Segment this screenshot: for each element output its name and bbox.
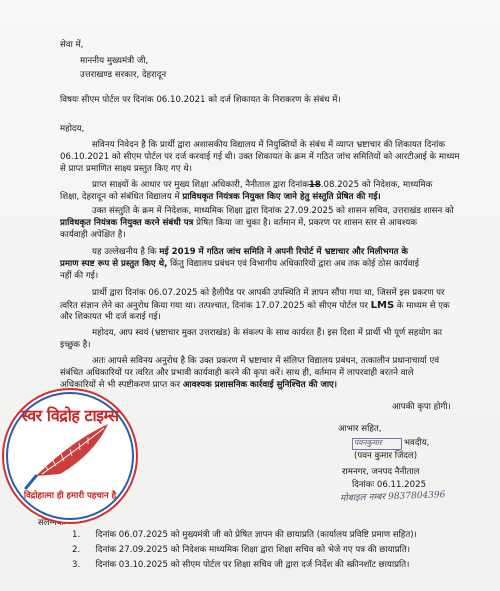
para5-line2-start: त्वरित संज्ञान लेने का अनुरोध किया गया था। तत्पश्चात, दिनांक 17.07.2025 को सीएम पोर्टल पर (60, 301, 368, 311)
logo-tagline: विद्रोहात्मा ही हमारी पहचान है (23, 491, 117, 501)
para7-line3-start: अधिकारियों से भी स्पष्टीकरण प्राप्त कर (60, 380, 181, 390)
para5-line2 (60, 300, 450, 312)
para4-line2 (60, 259, 419, 270)
para7-line1: अतः आपसे सविनय अनुरोध है कि उक्त प्रकरण में भ्रष्टाचार में संलिप्त विद्यालय प्रबंधन, तत्कालीन प्रधानाचार्या एवं (92, 356, 440, 366)
para7-line2: संबंधित अधिकारियों पर त्वरित और प्रभावी कार्यवाही करने की कृपा करें। साथ ही, वर्तमान में लापरवाही बरतने वाले (60, 368, 414, 378)
para3-line2-bold: प्राविधकृत नियंत्रक नियुक्त करने संबंधी पत्र (60, 218, 194, 228)
para4-line1-start: यह उल्लेखनीय है कि (92, 247, 157, 257)
para6-line1: महोदय, आप स्वयं (भ्रष्टाचार मुक्त उत्तराखंड) के संकल्प के साथ कार्यरत हैं। इस दिशा में प्रार्थी भी पूर्ण सहयोग का (92, 328, 442, 338)
para1-line2: 06.10.2021 को सीएम पोर्टल पर दर्ज करवाई गई थी। उक्त शिकायत के क्रम में गठित जांच समितियों को आरटीआई के माध्यम (60, 152, 460, 162)
para3-line2-rest: प्रेषित किया जा चुका है। वर्तमान में, प्रकरण पर शासन स्तर से आवश्यक (196, 218, 417, 228)
letter-subject: विषयः सीएम पोर्टल पर दिनांक 06.10.2021 को दर्ज शिकायत के निराकरण के संबंध में। (60, 95, 341, 105)
address-government: उत्तराखण्ड सरकार, देहरादून (80, 70, 167, 80)
swar-vidroh-times-logo (6, 392, 134, 520)
para7-line3-bold: आवश्यक प्रशासनिक कार्रवाई सुनिश्चित की जाए। (182, 380, 338, 390)
salutation: महोदय, (60, 124, 85, 134)
sender-name: (पवन कुमार जिंदल) (354, 451, 418, 461)
para4-line3: नहीं की गई। (60, 271, 99, 281)
para4-line2-rest: किंतु विद्यालय प्रबंधन एवं विभागीय अधिकारियों द्वारा अब तक कोई ठोस कार्यवाई (170, 259, 419, 269)
para5-lms: LMS (370, 300, 395, 311)
para1-line1: सविनय निवेदन है कि प्रार्थी द्वारा अशासकीय विद्यालय में नियुक्तियों के संबंध में व्याप्त भ्रष्टाचार की शिकायत दिनांक (92, 140, 445, 150)
para4-line1 (92, 247, 408, 258)
para6-line2: इच्छुक है। (60, 340, 91, 350)
address-recipient: माननीय मुख्यमंत्री जी, (80, 56, 149, 66)
para2-line1 (92, 180, 432, 191)
para5-line3: और शिकायत भी दर्ज कराई गई। (60, 312, 161, 322)
para3-line3: कार्यवाही अपेक्षित है। (60, 230, 126, 240)
enclosure-num: 3. (72, 560, 81, 570)
para3-line1: उक्त संस्तुति के क्रम में निदेशक, माध्यमिक शिक्षा द्वारा दिनांक 27.09.2025 को शासन सचिव, उत्तराखंड शासन को (92, 206, 454, 216)
closing-abhar: आभार सहित, (338, 424, 382, 434)
para2-line1-tail: .08.2025 को निदेशक, माध्यमिक (320, 180, 433, 190)
para1-line3: से प्राप्त प्रमाणित साक्ष्य प्रस्तुत किए गए थे। (60, 164, 192, 174)
enclosure-item (72, 545, 410, 556)
enclosure-text: दिनांक 06.07.2025 को मुख्यमंत्री जी को प्रेषित ज्ञापन की छायाप्रति (कार्यालय प्रविष्टि प्रमाण सहित)। (95, 530, 417, 540)
mobile-number-handwritten: मोबाइल नम्बर 9837804396 (339, 490, 446, 504)
closing-bhavdiya: भवदीय, (404, 438, 430, 448)
enclosure-item (72, 530, 417, 541)
para2-line1-text: प्राप्त साक्ष्यों के आधार पर मुख्य शिक्षा अधिकारी, नैनीताल द्वारा दिनांक (92, 180, 309, 190)
closing-kripa: आपकी कृपा होगी। (392, 402, 451, 412)
enclosures-heading: संलग्नकः (38, 518, 66, 528)
address-seva-me: सेवा में, (60, 40, 84, 50)
logo-title: स्वर विद्रोह टाइम्स (21, 406, 119, 425)
para7-line3 (60, 380, 337, 391)
enclosure-item (72, 560, 409, 571)
para5-line1: प्रार्थी द्वारा दिनांक 06.07.2025 को हैलीपैड पर आपकी उपस्थिति में ज्ञापन सौंपा गया था, जिसमें इस प्रकरण पर (92, 288, 445, 298)
enclosure-num: 1. (72, 530, 81, 540)
para2-line2 (60, 192, 381, 203)
struck-date: 18 (308, 180, 321, 190)
signature: पवनकुमार (354, 438, 382, 447)
sender-place: रामनगर, जनपद नैनीताल (342, 467, 420, 477)
para4-line2-bold: प्रमाण स्पष्ट रूप से प्रस्तुत किए थे, (60, 259, 168, 269)
para4-line1-bold: मई 2019 में गठित जांच समिति ने अपनी रिपोर्ट में भ्रष्टाचार और मिलीभगत के (159, 247, 409, 257)
para3-line2 (60, 218, 417, 229)
letter-date: दिनांकः 06.11.2025 (352, 480, 427, 490)
enclosure-num: 2. (72, 545, 81, 555)
para2-line2-bold: प्राविधकृत नियंत्रक नियुक्त किए जाने हेतु संस्तुति प्रेषित की गई। (182, 192, 381, 202)
enclosure-text: दिनांक 27.09.2025 को निदेशक माध्यमिक शिक्षा द्वारा शिक्षा सचिव को भेजे गए पत्र की छायाप्रति। (95, 545, 410, 555)
para5-line2-rest: के माध्यम से एक (396, 301, 450, 311)
enclosure-text: दिनांक 03.10.2025 को सीएम पोर्टल पर शिक्षा सचिव जी द्वारा दर्ज निर्देश की स्क्रीनशॉट छायाप्रति। (95, 560, 410, 570)
para2-line2-start: शिक्षा, देहरादून को संबंधित विद्यालय में (60, 192, 180, 202)
